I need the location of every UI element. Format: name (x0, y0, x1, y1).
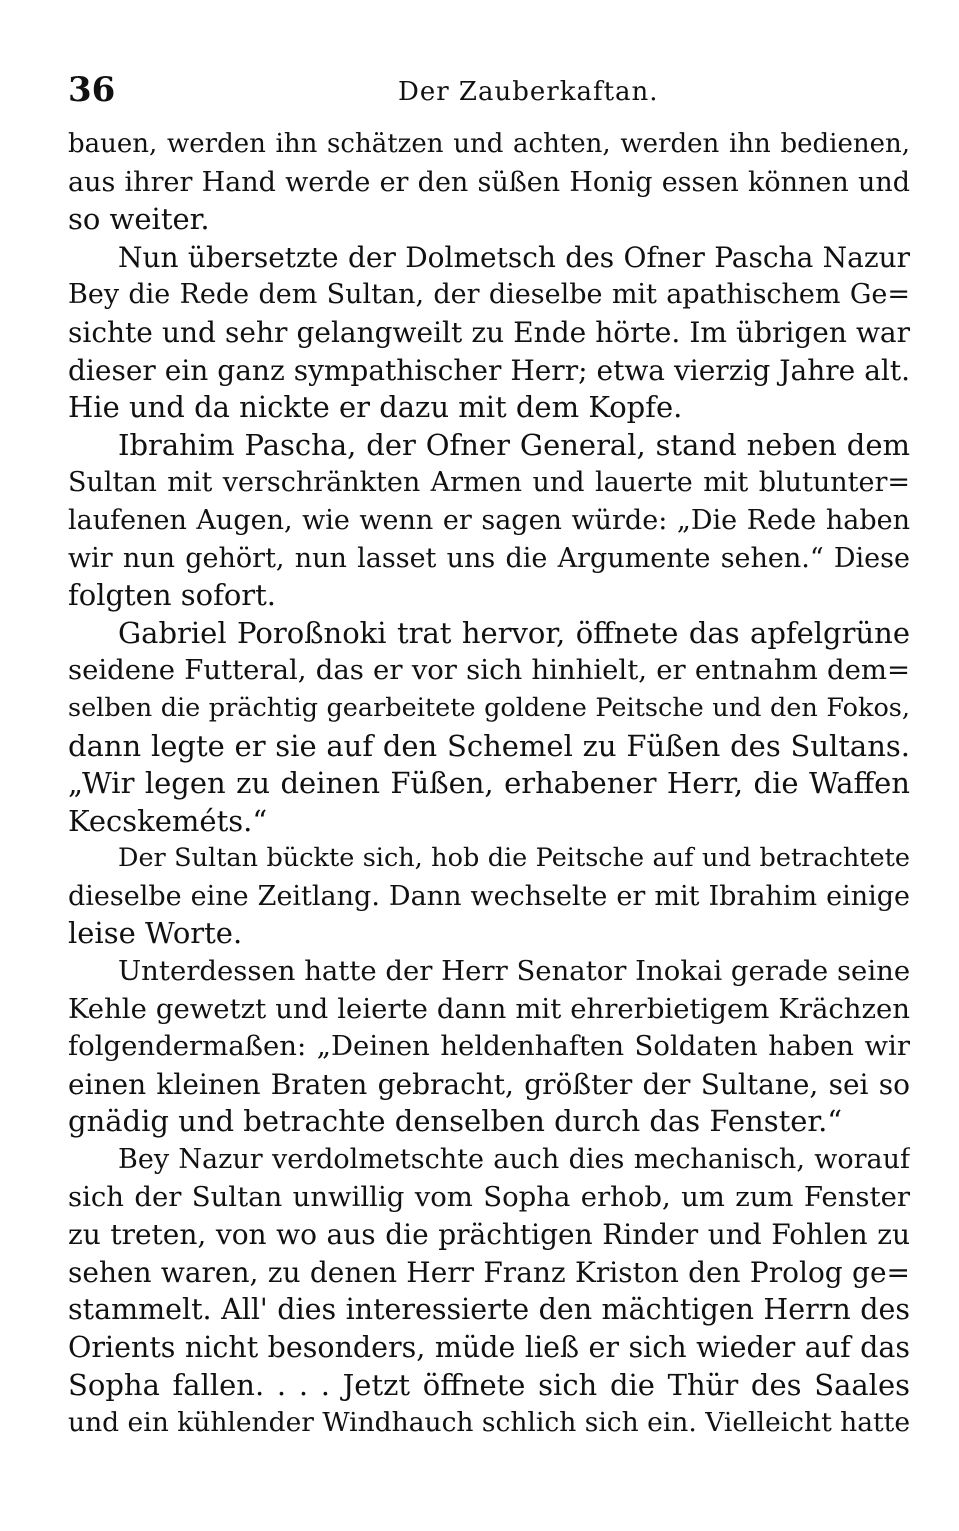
text-line: folgendermaßen: „Deinen heldenhaften Soldaten haben wir (68, 1030, 910, 1063)
text-line: seidene Futteral, das er vor sich hinhielt, er entnahm dem= (68, 654, 910, 687)
text-line: und ein kühlender Windhauch schlich sich ein. Vielleicht hatte (68, 1407, 910, 1439)
text-line: Kehle gewetzt und leierte dann mit ehrerbietigem Krächzen (68, 992, 910, 1025)
text-line: dann legte er sie auf den Schemel zu Füßen des Sultans. (68, 728, 910, 763)
text-line: einen kleinen Braten gebracht, größter der Sultane, sei so (68, 1067, 910, 1101)
text-line: sichte und sehr gelangweilt zu Ende hörte. Im übrigen war (68, 315, 910, 349)
text-line: zu treten, von wo aus die prächtigen Rinder und Fohlen zu (68, 1218, 910, 1252)
text-line: Ibrahim Pascha, der Ofner General, stand neben dem (118, 427, 910, 462)
text-line: stammelt. All' dies interessierte den mächtigen Herrn des (68, 1293, 910, 1327)
text-line: Nun übersetzte der Dolmetsch des Ofner Pascha Nazur (118, 240, 910, 274)
text-line: Bey Nazur verdolmetschte auch dies mechanisch, worauf (118, 1144, 910, 1176)
text-line: Bey die Rede dem Sultan, der dieselbe mit apathischem Ge= (68, 279, 910, 311)
text-line: Sopha fallen. . . . Jetzt öffnete sich die Thür des Saales (68, 1367, 910, 1402)
text-line: Der Sultan bückte sich, hob die Peitsche auf und betrachtete (118, 843, 910, 874)
text-line: folgten sofort. (68, 578, 277, 613)
text-line: Orients nicht besonders, müde ließ er sich wieder auf das (68, 1331, 910, 1364)
text-line: gnädig und betrachte denselben durch das Fenster.“ (68, 1104, 843, 1139)
text-line: Hie und da nickte er dazu mit dem Kopfe. (68, 390, 683, 425)
text-line: aus ihrer Hand werde er den süßen Honig essen können und (68, 166, 910, 198)
text-line: dieselbe eine Zeitlang. Dann wechselte er mit Ibrahim einige (68, 880, 910, 912)
text-line: Gabriel Poroßnoki trat hervor, öffnete das apfelgrüne (118, 615, 910, 650)
text-line: bauen, werden ihn schätzen und achten, werden ihn bedienen, (68, 129, 910, 159)
text-line: so weiter. (68, 202, 210, 237)
running-title: Der Zauberkaftan. (398, 77, 659, 107)
text-line: Sultan mit verschränkten Armen und lauerte mit blutunter= (68, 467, 910, 499)
page-number: 36 (68, 70, 116, 110)
text-line: sich der Sultan unwillig vom Sopha erhob, um zum Fenster (68, 1180, 910, 1213)
text-line: „Wir legen zu deinen Füßen, erhabener Herr, die Waffen (68, 766, 910, 801)
text-line: laufenen Augen, wie wenn er sagen würde: „Die Rede haben (68, 504, 910, 536)
text-line: dieser ein ganz sympathischer Herr; etwa vierzig Jahre alt. (68, 353, 910, 387)
text-line: selben die prächtig gearbeitete goldene Peitsche und den Fokos, (68, 692, 910, 723)
text-line: sehen waren, zu denen Herr Franz Kriston den Prolog ge= (68, 1255, 910, 1289)
body-text (68, 126, 910, 1442)
page-header (68, 68, 908, 112)
text-line: wir nun gehört, nun lasset uns die Argumente sehen.“ Diese (68, 542, 910, 574)
text-line: Kecskeméts.“ (68, 803, 268, 838)
text-line: Unterdessen hatte der Herr Senator Inokai gerade seine (118, 955, 910, 988)
text-line: leise Worte. (68, 916, 243, 951)
